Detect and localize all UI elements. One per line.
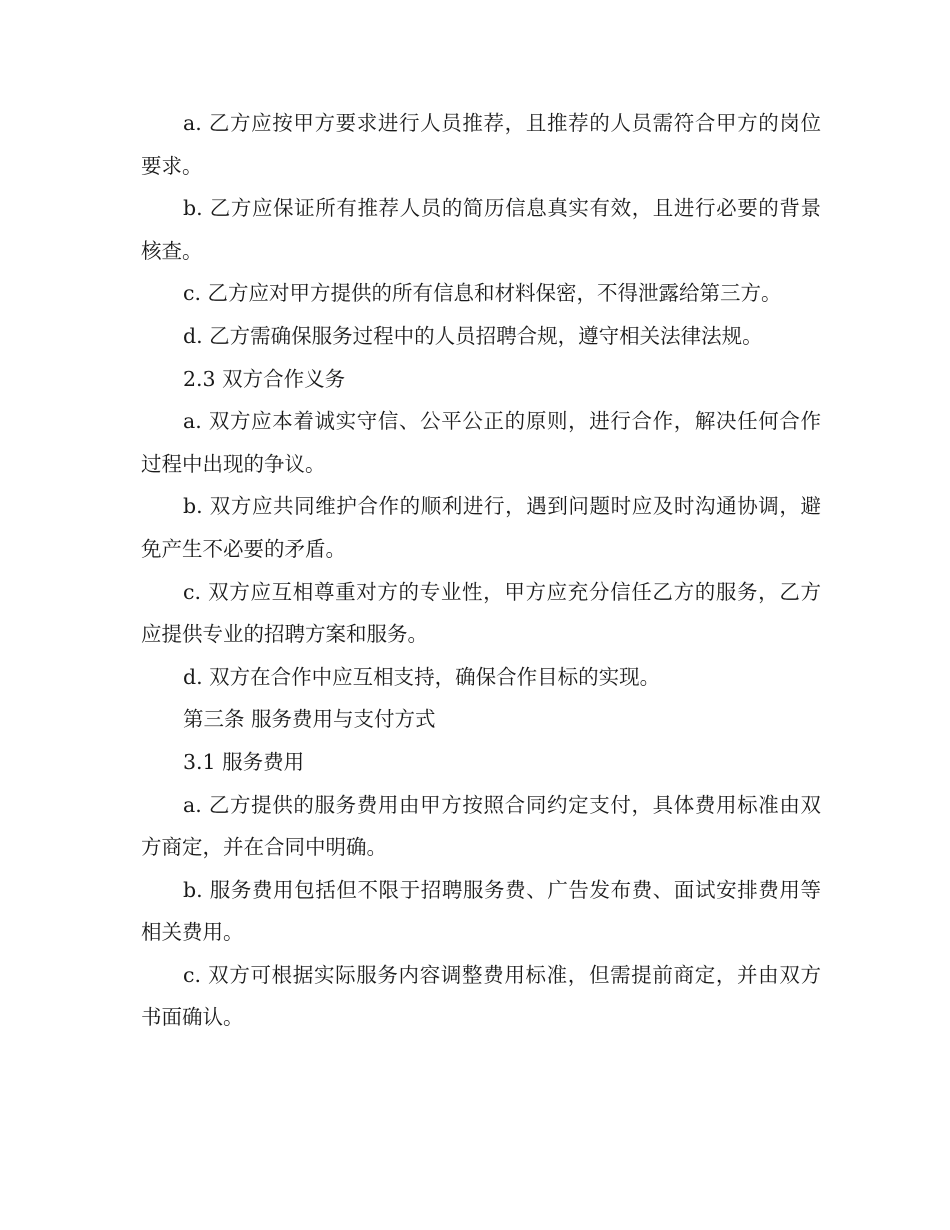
paragraph-3-1-b: b. 服务费用包括但不限于招聘服务费、广告发布费、面试安排费用等相关费用。 <box>141 877 821 945</box>
paragraph-2-2-d: d. 乙方需确保服务过程中的人员招聘合规，遵守相关法律法规。 <box>183 323 763 348</box>
paragraph-3-1-c: c. 双方可根据实际服务内容调整费用标准，但需提前商定，并由双方书面确认。 <box>141 962 821 1030</box>
paragraph-2-2-a: a. 乙方应按甲方要求进行人员推荐，且推荐的人员需符合甲方的岗位要求。 <box>141 111 821 178</box>
paragraph-2-3-c: c. 双方应互相尊重对方的专业性，甲方应充分信任乙方的服务，乙方应提供专业的招聘方案和服务。 <box>141 579 821 647</box>
section-heading-2-3: 2.3 双方合作义务 <box>183 366 346 391</box>
document-body <box>141 102 821 1039</box>
paragraph-2-2-c: c. 乙方应对甲方提供的所有信息和材料保密，不得泄露给第三方。 <box>183 281 782 306</box>
paragraph-2-3-d: d. 双方在合作中应互相支持，确保合作目标的实现。 <box>183 664 661 689</box>
paragraph-2-3-b: b. 双方应共同维护合作的顺利进行，遇到问题时应及时沟通协调，避免产生不必要的矛盾。 <box>141 494 821 561</box>
section-heading-3-1: 3.1 服务费用 <box>183 749 305 774</box>
paragraph-3-1-a: a. 乙方提供的服务费用由甲方按照合同约定支付，具体费用标准由双方商定，并在合同中明确。 <box>141 792 821 860</box>
paragraph-2-2-b: b. 乙方应保证所有推荐人员的简历信息真实有效，且进行必要的背景核查。 <box>141 196 821 263</box>
paragraph-2-3-a: a. 双方应本着诚实守信、公平公正的原则，进行合作，解决任何合作过程中出现的争议。 <box>141 409 821 476</box>
article-heading-3: 第三条 服务费用与支付方式 <box>183 707 436 732</box>
